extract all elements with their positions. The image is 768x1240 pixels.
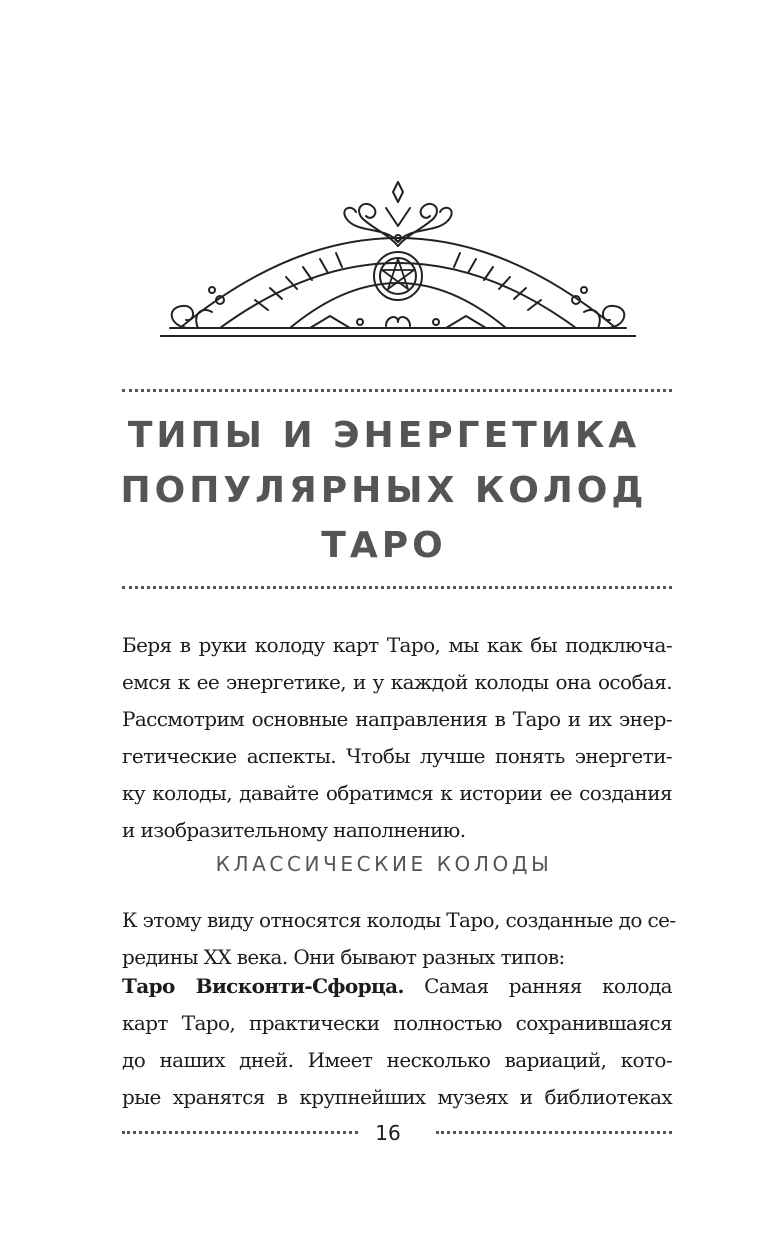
intro-line: гетические аспекты. Чтобы лучше понять энергети-: [122, 744, 672, 768]
top-dotted-rule: [122, 389, 672, 392]
pentagram-arch-ornament-icon: [160, 178, 636, 348]
section-paragraph-2: [122, 968, 672, 1116]
chapter-title: [96, 408, 672, 573]
page-number: 16: [375, 1121, 401, 1145]
paragraph-line: до наших дней. Имеет несколько вариаций, кото-: [122, 1048, 672, 1072]
chapter-title-line: ТАРО: [321, 525, 447, 566]
intro-paragraph: [122, 627, 672, 849]
deck-name-lead: Таро Висконти-Сфорца.: [122, 974, 404, 998]
bottom-dotted-rule: [122, 586, 672, 589]
paragraph-line: карт Таро, практически полностью сохранившаяся: [122, 1011, 672, 1035]
intro-line: Беря в руки колоду карт Таро, мы как бы подключа-: [122, 633, 672, 657]
paragraph-line: К этому виду относятся колоды Таро, созданные до се-: [122, 908, 676, 932]
intro-line: емся к ее энергетике, и у каждой колоды она особая.: [122, 670, 672, 694]
intro-line: ку колоды, давайте обратимся к истории ее создания: [122, 781, 672, 805]
intro-line: и изобразительному наполнению.: [122, 818, 466, 842]
paragraph-line: редины XX века. Они бывают разных типов:: [122, 945, 565, 969]
lead-line-rest: Самая ранняя колода: [424, 974, 672, 998]
footer-dotted-rule-left: [122, 1131, 358, 1134]
paragraph-line: рые хранятся в крупнейших музеях и библиотеках: [122, 1085, 672, 1109]
intro-line: Рассмотрим основные направления в Таро и их энер-: [122, 707, 672, 731]
footer-dotted-rule-right: [436, 1131, 672, 1134]
chapter-title-line: ПОПУЛЯРНЫХ КОЛОД: [120, 470, 648, 511]
chapter-title-line: ТИПЫ И ЭНЕРГЕТИКА: [127, 415, 641, 456]
section-paragraph-1: [122, 902, 676, 976]
paragraph-line: [122, 968, 672, 1005]
section-heading: КЛАССИЧЕСКИЕ КОЛОДЫ: [215, 852, 553, 876]
